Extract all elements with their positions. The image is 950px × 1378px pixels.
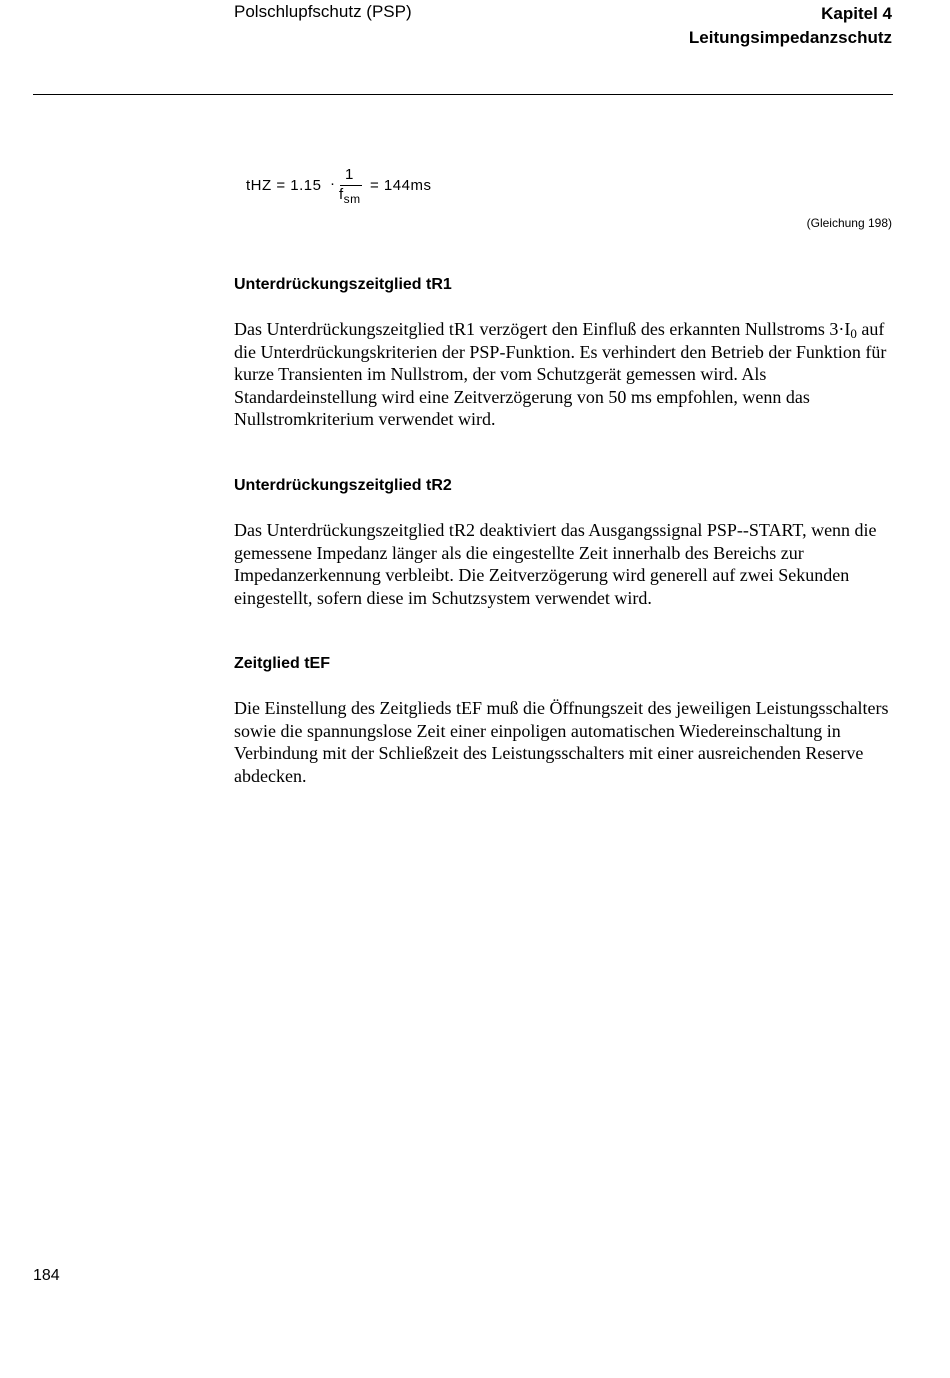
- running-header-chapter: [689, 2, 892, 50]
- equation-label: (Gleichung 198): [806, 216, 892, 230]
- denominator-base: f: [339, 186, 344, 203]
- section-text-tr1: [234, 318, 892, 431]
- tr1-text-part2: auf die Unterdrückungskriterien der PSP-Funktion. Es verhindert den Betrieb der Funktion für kurze Transienten im Nullstrom, der vom Schutzgerät gemessen wird. Als Standardeinstellung wird eine Zeitverzögerung von 50 ms empfohlen, wenn das Nullstromkriterium verwendet wird.: [234, 319, 887, 429]
- section-text-tr2: Das Unterdrückungszeitglied tR2 deaktiviert das Ausgangssignal PSP--START, wenn die gemessene Impedanz länger als die eingestellte Zeit innerhalb des Bereichs zur Impedanzerkennung verbleibt. Die Zeitverzögerung wird generell auf zwei Sekunden eingestellt, sofern diese im Schutzsystem verwendet wird.: [234, 520, 877, 608]
- denominator-subscript: sm: [343, 192, 361, 206]
- section-heading-tr2: Unterdrückungszeitglied tR2: [234, 477, 452, 494]
- equation-rhs: = 144ms: [370, 177, 432, 194]
- tr1-subscript: 0: [850, 326, 857, 341]
- fraction-denominator: [339, 186, 361, 206]
- tr1-text-part1: Das Unterdrückungszeitglied tR1 verzögert den Einfluß des erkannten Nullstroms 3·I: [234, 319, 851, 339]
- chapter-number: Kapitel 4: [821, 4, 892, 23]
- section-text-tef: Die Einstellung des Zeitglieds tEF muß die Öffnungszeit des jeweiligen Leistungsschalters sowie die spannungslose Zeit einer einpoligen automatischen Wiedereinschaltung in Verbindung mit der Schließzeit des Leistungsschalters mit einer ausreichenden Reserve abdecken.: [234, 698, 889, 786]
- section-heading-tef: Zeitglied tEF: [234, 655, 330, 672]
- page-number: 184: [33, 1267, 60, 1284]
- fraction-numerator: 1: [345, 166, 354, 183]
- chapter-title: Leitungsimpedanzschutz: [688, 28, 892, 47]
- header-rule: [33, 94, 893, 95]
- section-heading-tr1: Unterdrückungszeitglied tR1: [234, 276, 452, 293]
- equation-multiply-dot: ·: [330, 175, 336, 192]
- equation-lhs: tHZ = 1.15: [246, 177, 322, 194]
- running-header-section: Polschlupfschutz (PSP): [234, 2, 412, 21]
